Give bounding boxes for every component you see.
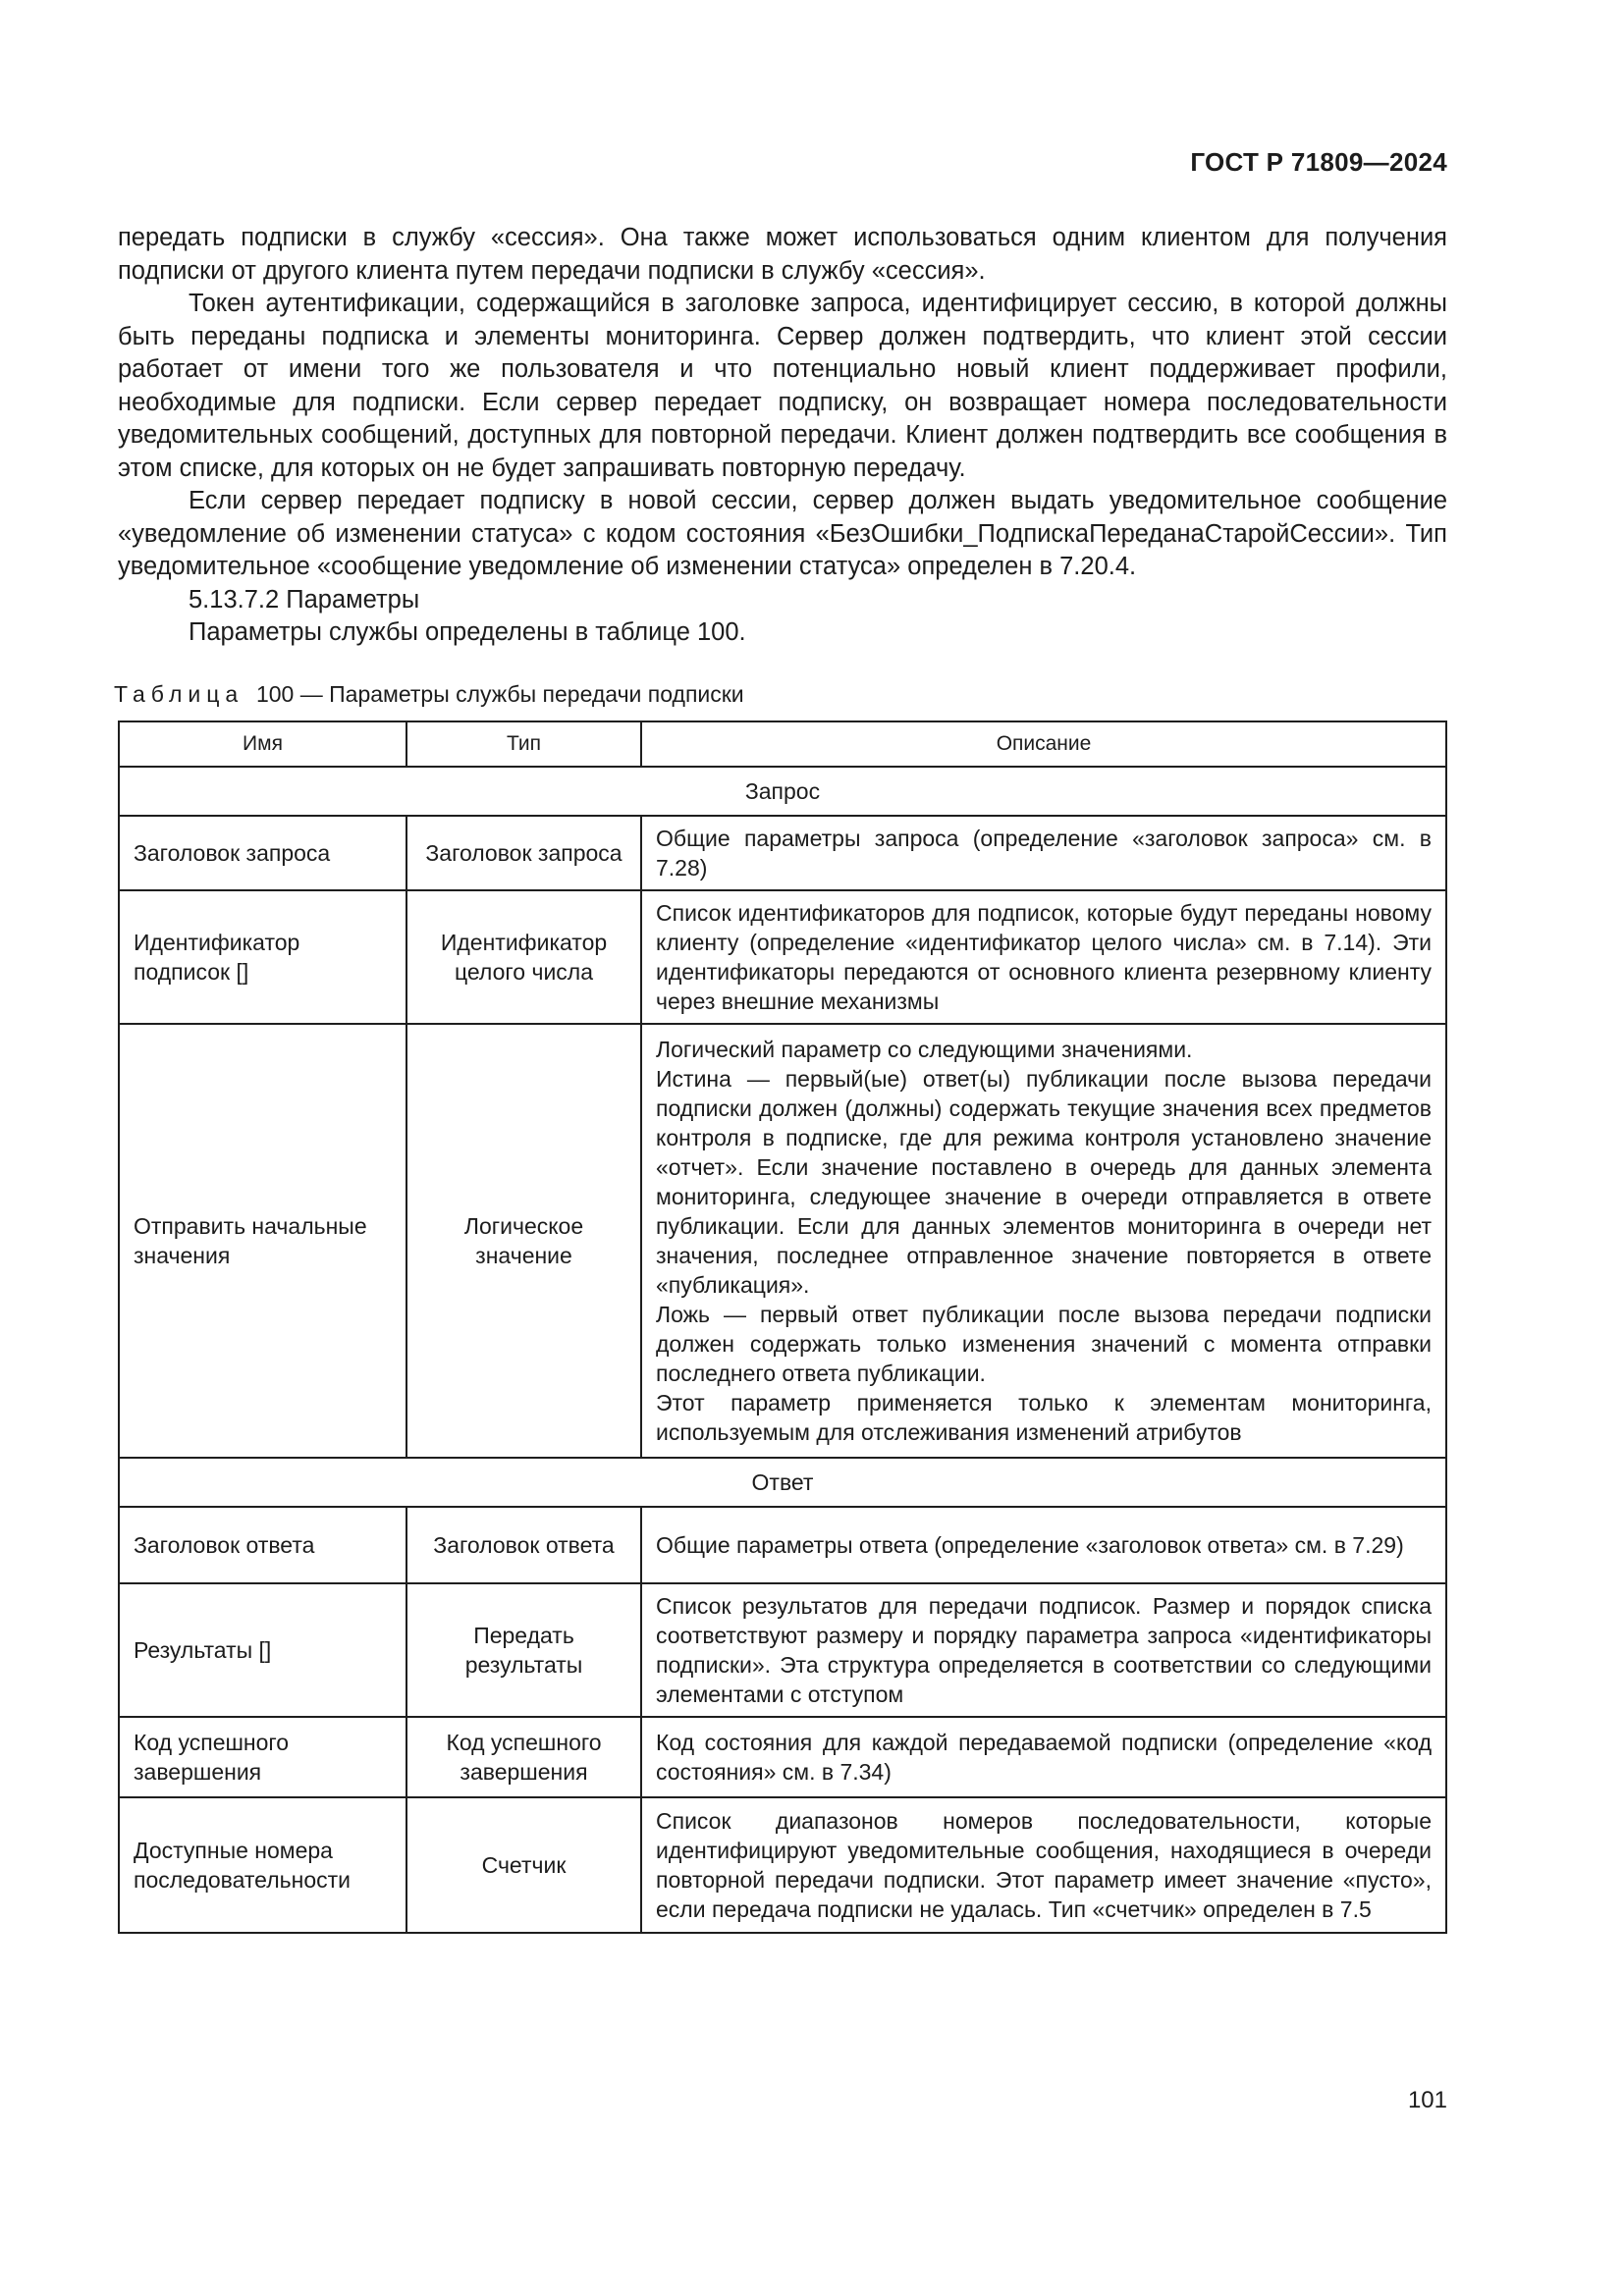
cell-type: Код успешного завершения — [406, 1717, 641, 1797]
table-caption — [114, 680, 744, 708]
table-row — [119, 1717, 1446, 1797]
table-row — [119, 1583, 1446, 1717]
cell-type: Идентификатор целого числа — [406, 890, 641, 1024]
body-text — [118, 222, 1447, 650]
cell-name: Код успешного завершения — [119, 1717, 406, 1797]
cell-name: Доступные номера последовательности — [119, 1797, 406, 1933]
paragraph: передать подписки в службу «сессия». Она также может использоваться одним клиентом для получения подписки от другого клиента путем передачи подписки в службу «сессия». — [118, 224, 1447, 285]
page-number: 101 — [1407, 2087, 1447, 2113]
section-row-request — [119, 767, 1446, 816]
cell-type: Логическое значение — [406, 1024, 641, 1458]
cell-name: Идентификатор подписок [] — [119, 890, 406, 1024]
cell-description: Общие параметры запроса (определение «заголовок запроса» см. в 7.28) — [641, 816, 1446, 890]
table-row — [119, 1797, 1446, 1933]
cell-description: Список диапазонов номеров последовательности, которые идентифицируют уведомительные сообщения, находящиеся в очереди повторной передачи подписки. Этот параметр имеет значение «пусто», если передача подписки не удалась. Тип «счетчик» определен в 7.5 — [641, 1797, 1446, 1933]
cell-name: Отправить начальные значения — [119, 1024, 406, 1458]
cell-type: Передать результаты — [406, 1583, 641, 1717]
cell-description: Код состояния для каждой передаваемой подписки (определение «код состояния» см. в 7.34) — [641, 1717, 1446, 1797]
section-row-response — [119, 1458, 1446, 1507]
cell-description: Логический параметр со следующими значениями. Истина — первый(ые) ответ(ы) публикации после вызова передачи подписки должен (должны) содержать текущие значения всех предметов контроля в подписке, где для режима контроля установлено значение «отчет». Если значение поставлено в очередь для данных элемента мониторинга, следующее значение в очереди отправляется в ответе публикации. Если для данных элементов мониторинга в очереди нет значения, последнее отправленное значение повторяется в ответе «публикация». Ложь — первый ответ публикации после вызова передачи подписки должен содержать только изменения значений с момента отправки последнего ответа публикации. Этот параметр применяется только к элементам мониторинга, используемым для отслеживания изменений атрибутов — [641, 1024, 1446, 1458]
header-description: Описание — [641, 721, 1446, 767]
header-type: Тип — [406, 721, 641, 767]
table-header-row — [119, 721, 1446, 767]
table-row — [119, 890, 1446, 1024]
section-label: Ответ — [119, 1458, 1446, 1507]
table-caption-word: Таблица — [114, 681, 244, 707]
table-row — [119, 816, 1446, 890]
cell-name: Результаты [] — [119, 1583, 406, 1717]
cell-type: Счетчик — [406, 1797, 641, 1933]
parameters-table — [118, 721, 1447, 1934]
section-label: Запрос — [119, 767, 1446, 816]
cell-name: Заголовок ответа — [119, 1507, 406, 1583]
table-row — [119, 1024, 1446, 1458]
paragraph: Параметры службы определены в таблице 100. — [189, 618, 746, 646]
table-row — [119, 1507, 1446, 1583]
cell-description: Список результатов для передачи подписок. Размер и порядок списка соответствуют размеру и порядку параметра запроса «идентификаторы подписки». Эта структура определяется в соответствии со следующими элементами с отступом — [641, 1583, 1446, 1717]
paragraph: Если сервер передает подписку в новой сессии, сервер должен выдать уведомительное сообщение «уведомление об изменении статуса» с кодом состояния «БезОшибки_ПодпискаПереданаСтаройСессии». Тип уведомительное «сообщение уведомление об изменении статуса» определен в 7.20.4. — [118, 487, 1447, 580]
cell-name: Заголовок запроса — [119, 816, 406, 890]
document-code: ГОСТ Р 71809—2024 — [1190, 147, 1447, 177]
header-name: Имя — [119, 721, 406, 767]
cell-type: Заголовок ответа — [406, 1507, 641, 1583]
section-heading: 5.13.7.2 Параметры — [189, 585, 420, 614]
cell-description: Общие параметры ответа (определение «заголовок ответа» см. в 7.29) — [641, 1507, 1446, 1583]
paragraph: Токен аутентификации, содержащийся в заголовке запроса, идентифицирует сессию, в которой должны быть переданы подписка и элементы мониторинга. Сервер должен подтвердить, что клиент этой сессии работает от имени того же пользователя и что потенциально новый клиент поддерживает профили, необходимые для подписки. Если сервер передает подписку, он возвращает номера последовательности уведомительных сообщений, доступных для повторной передачи. Клиент должен подтвердить все сообщения в этом списке, для которых он не будет запрашивать повторную передачу. — [118, 290, 1447, 482]
table-caption-title: 100 — Параметры службы передачи подписки — [255, 681, 744, 707]
cell-description: Список идентификаторов для подписок, которые будут переданы новому клиенту (определение «идентификатор целого числа» см. в 7.14). Эти идентификаторы передаются от основного клиента резервному клиенту через внешние механизмы — [641, 890, 1446, 1024]
cell-type: Заголовок запроса — [406, 816, 641, 890]
